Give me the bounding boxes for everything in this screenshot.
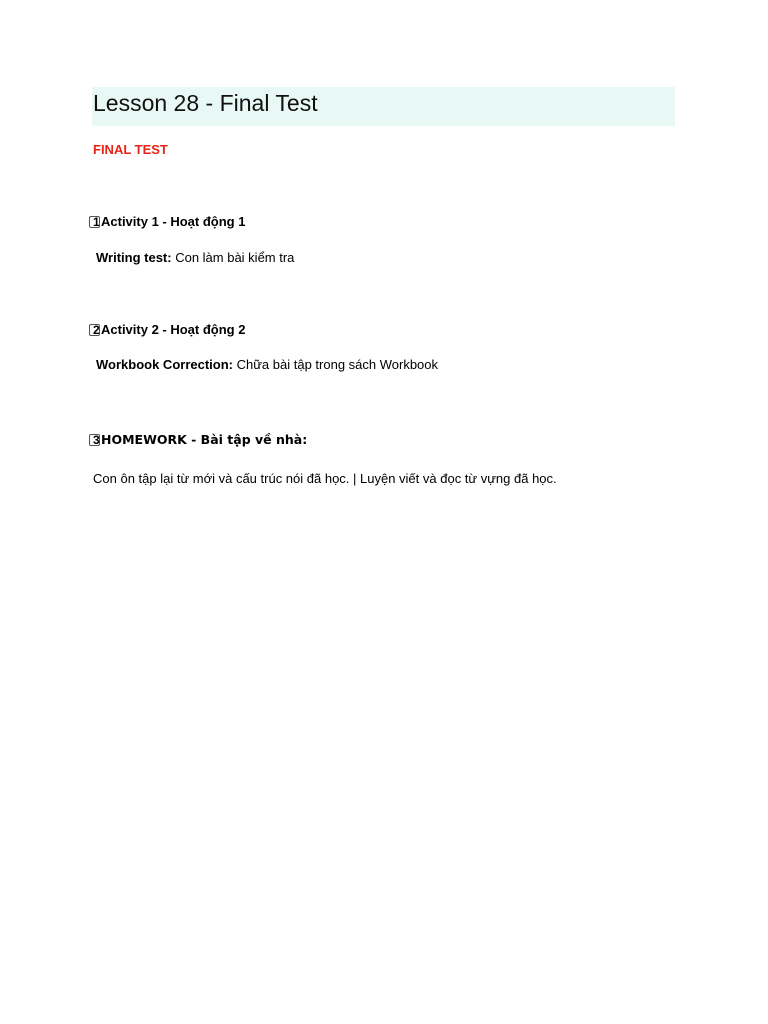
keycap-number-icon: 2 xyxy=(89,324,100,336)
keycap-number-icon: 3 xyxy=(89,434,100,446)
activity-2-heading xyxy=(89,322,245,337)
section-subtitle: FINAL TEST xyxy=(93,142,168,157)
keycap-number-icon: 1 xyxy=(89,216,100,228)
activity-1-text: Con làm bài kiểm tra xyxy=(171,250,295,265)
activity-2-label: Workbook Correction: xyxy=(96,357,233,372)
activity-1-description xyxy=(96,250,294,265)
activity-2-text: Chữa bài tập trong sách Workbook xyxy=(233,357,439,372)
activity-2-title: Activity 2 - Hoạt động 2 xyxy=(101,322,246,337)
homework-title: HOMEWORK - Bài tập về nhà: xyxy=(101,432,308,447)
activity-1-title: Activity 1 - Hoạt động 1 xyxy=(101,214,246,229)
activity-1-label: Writing test: xyxy=(96,250,172,265)
homework-description: Con ôn tập lại từ mới và cấu trúc nói đã học. | Luyện viết và đọc từ vựng đã học. xyxy=(93,471,557,486)
homework-heading xyxy=(89,432,307,447)
activity-1-heading xyxy=(89,214,245,229)
title-banner xyxy=(92,87,675,126)
activity-2-description xyxy=(96,357,438,372)
page-title: Lesson 28 - Final Test xyxy=(93,90,318,116)
